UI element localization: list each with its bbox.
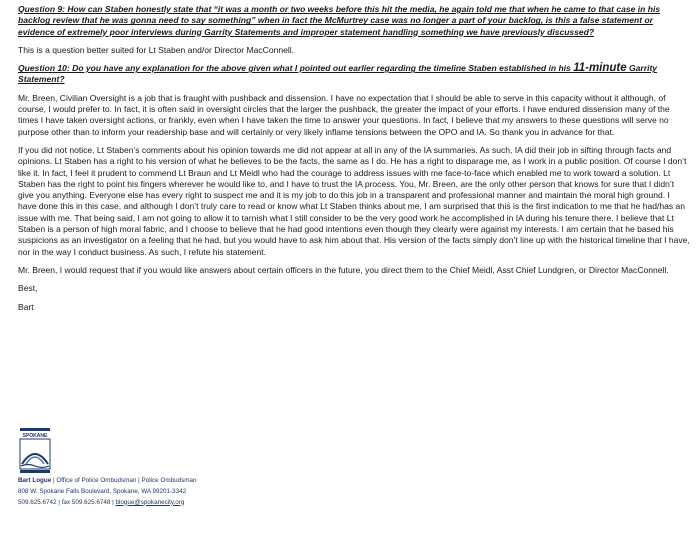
answer-10-paragraph-3: Mr. Breen, I would request that if you would like answers about certain officers in the future, you direct them to the Chief Meidl, Asst Chief Lundgren, or Director MacConnell. [18,264,669,275]
signature-name: Bart Logue [18,477,52,484]
signature-phone: 509.625.6742 | [18,498,62,506]
svg-text:SPOKANE: SPOKANE [22,433,48,439]
signature-fax-label: fax [61,498,71,506]
question-10-start: Question 10: Do you have any explanation for the above given what I pointed out earlier regarding the timeline Staben established in his [18,63,574,74]
closing-name: Bart [18,301,34,312]
email-signature [18,476,196,508]
question-10-end: Garrity Statement? [18,63,658,85]
question-10 [18,63,690,86]
question-10-emphasis: 11-minute [573,62,627,75]
signature-title: | Office of Police Ombudsman | Police Ombudsman [51,477,197,484]
signature-address: 808 W. Spokane Falls Boulevard, Spokane, WA 99201-3342 [18,487,187,495]
city-of-spokane-logo-icon [18,428,52,474]
answer-10-paragraph-1: Mr. Breen, Civilian Oversight is a job that is fraught with pushback and dissension. I have no expectation that I should be able to serve in this capacity without it although, of course, I would prefer to. In fact, it is often said in oversight circles that the larger the pushback, the greater the impact of your efforts. I have endured dissension many of the times I have taken oversight actions, or frankly, even when I have taken the time to answer your questions. In fact, I believe that my answers to these questions will serve no purpose other than to inform your readership base and will certainly or very likely inflame tensions between the OPO and IA. So thank you in advance for that. [18,92,670,137]
answer-10-paragraph-2: If you did not notice, Lt Staben’s comments about his opinion towards me did not appear at all in any of the IA summaries. As such, IA did their job in sifting through facts and opinions. Lt Staben has a right to his version of what he believes to be the facts, the same as I do. He has a right to disparage me, as I work in a public position. Of course I don’t like it. In fact, I feel it prudent to commend Lt Braun and Lt Meidl who had the courage to address issues with me face-to-face which enabled me to work toward a solution. Lt Staben has the right to point his fingers wherever he would like to, and I have to trust the IA process. You, Mr. Breen, are the only other person that knows for sure that I didn’t give you anything. Everyone else has every right to suspect me and it is my job to do this job in a transparent and professional manner and maintain the moral high ground. I have done this in this case, and although I don’t truly care to read or know what Lt Staben thinks about me, I am surprised that this is the first indication to me that he had/has an issue with me. That being said, I am not going to allow it to tarnish what I still consider to be the very good work he accomplished in IA during his tenure there. I believe that Lt Staben is a person of high moral fabric, and I choose to believe that he had good intentions even though they clearly were against my interests. I am certain that he based his suspicions as an investigator on a feeling that he had, but you would have to ask him about that. His version of the facts simply don’t line up with the historical timeline that I have, nor in the way I conduct business. As such, I refute his statement. [18,144,690,257]
signature-contact [18,498,196,509]
signature-line-1 [18,476,196,487]
signature-email-link[interactable]: blogue@spokanecity.org [115,498,185,506]
letter-body [18,4,690,313]
signature-fax: 509.625.6748 | [70,498,116,506]
question-9: Question 9: How can Staben honestly state that “it was a month or two weeks before this hit the media, he again told me that when he came to that case in his backlog review that he was gonna need to say something” when in fact the McMurtrey case was no longer a part of your backlog, is this a false statement or evidence of extremely poor interviews during Garrity Statements and improper statement handling something we have previously discussed? [18,4,661,37]
answer-9: This is a question better suited for Lt Staben and/or Director MacConnell. [18,44,295,55]
closing-salutation: Best, [18,283,38,294]
